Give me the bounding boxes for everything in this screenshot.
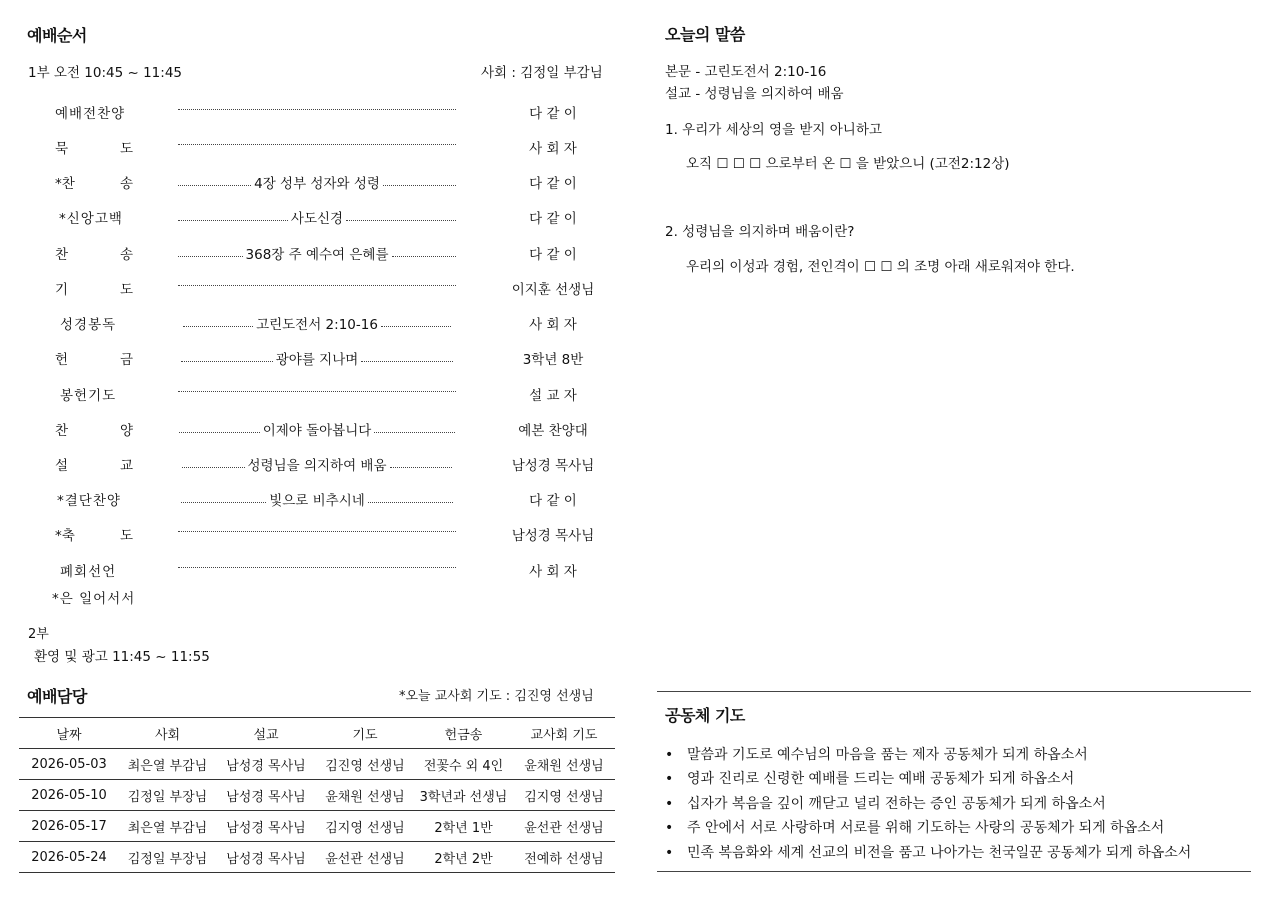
order-item bbox=[55, 384, 610, 404]
order-item-label: 찬 양 bbox=[55, 423, 133, 439]
order-item bbox=[55, 489, 610, 509]
table-row bbox=[19, 811, 615, 842]
question-1-detail: 오직 ☐ ☐ ☐ 으로부터 온 ☐ 을 받았으니 (고전2:12상) bbox=[686, 156, 1010, 172]
order-item-person: 다 같 이 bbox=[529, 247, 577, 263]
order-item bbox=[55, 419, 610, 439]
table-cell: 2026-05-17 bbox=[31, 818, 107, 834]
order-item-detail: 368장 주 예수여 은혜를 bbox=[245, 247, 389, 263]
list-item: • 말씀과 기도로 예수님의 마음을 품는 제자 공동체가 되게 하옵소서 bbox=[665, 747, 1088, 763]
table-row bbox=[19, 780, 615, 811]
order-item bbox=[55, 102, 610, 122]
question-1: 1. 우리가 세상의 영을 받지 아니하고 bbox=[665, 122, 882, 138]
order-item-detail: 고린도전서 2:10-16 bbox=[256, 317, 378, 333]
order-title: 예배순서 bbox=[27, 26, 87, 45]
order-item bbox=[55, 243, 610, 263]
order-item-label: 설 교 bbox=[55, 458, 133, 474]
table-cell: 남성경 목사님 bbox=[226, 820, 306, 836]
order-item-label: 기 도 bbox=[55, 282, 133, 298]
table-cell: 남성경 목사님 bbox=[226, 851, 306, 867]
order-item-person: 다 같 이 bbox=[529, 106, 577, 122]
table-cell: 최은열 부감님 bbox=[127, 820, 208, 836]
order-item-dots bbox=[178, 524, 456, 532]
table-row bbox=[19, 749, 615, 780]
list-item: • 민족 복음화와 세계 선교의 비전을 품고 나아가는 천국일꾼 공동체가 되게 하옵소서 bbox=[665, 844, 1192, 861]
order-item bbox=[55, 207, 610, 227]
column-header: 설교 bbox=[253, 727, 279, 743]
table-cell: 2026-05-10 bbox=[31, 787, 107, 803]
table-cell: 2학년 1반 bbox=[434, 820, 493, 836]
session1-time: 1부 오전 10:45 ~ 11:45 bbox=[28, 65, 182, 81]
word-text: 본문 - 고린도전서 2:10-16 bbox=[665, 64, 827, 80]
order-item bbox=[55, 137, 610, 157]
table-cell: 전예하 선생님 bbox=[524, 851, 604, 867]
order-item-person: 설 교 자 bbox=[529, 388, 577, 404]
divider-top bbox=[657, 691, 1251, 692]
table-cell: 김지영 선생님 bbox=[524, 789, 604, 805]
order-item-person: 남성경 목사님 bbox=[511, 458, 595, 474]
order-item-label: 찬 송 bbox=[55, 247, 133, 263]
order-item-label: 성경봉독 bbox=[60, 317, 117, 333]
column-header: 사회 bbox=[154, 727, 181, 743]
table-cell: 윤선관 선생님 bbox=[325, 851, 405, 867]
table-cell: 2026-05-24 bbox=[31, 849, 107, 865]
word-sermon: 설교 - 성령님을 의지하여 배움 bbox=[665, 86, 844, 102]
order-item bbox=[55, 313, 610, 333]
order-item-person: 예본 찬양대 bbox=[518, 423, 588, 439]
session2-label: 2부 bbox=[28, 627, 49, 642]
table-cell: 전꽃수 외 4인 bbox=[423, 758, 504, 774]
table-cell: 윤채원 선생님 bbox=[524, 758, 604, 774]
order-item bbox=[55, 278, 610, 298]
list-item: • 주 안에서 서로 사랑하며 서로를 위해 기도하는 사랑의 공동체가 되게 하옵소서 bbox=[665, 820, 1165, 837]
word-title: 오늘의 말씀 bbox=[665, 25, 745, 44]
order-item-dots bbox=[178, 102, 456, 110]
order-item-dots bbox=[178, 560, 456, 568]
order-item-person: 이지훈 선생님 bbox=[511, 282, 595, 298]
order-item-dots bbox=[178, 384, 456, 392]
column-header: 헌금송 bbox=[444, 727, 483, 743]
duty-title: 예배담당 bbox=[27, 687, 87, 706]
table-cell: 2학년 2반 bbox=[434, 851, 493, 867]
divider-bottom bbox=[657, 871, 1251, 872]
order-item-dots bbox=[178, 137, 456, 145]
order-item-label: 폐회선언 bbox=[60, 564, 117, 580]
community-prayer-list bbox=[665, 744, 1191, 866]
order-item-person: 다 같 이 bbox=[529, 493, 577, 509]
table-cell: 김지영 선생님 bbox=[325, 820, 405, 836]
order-item bbox=[55, 348, 610, 368]
question-2: 2. 성령님을 의지하며 배움이란? bbox=[665, 224, 855, 240]
order-item-person: 다 같 이 bbox=[529, 176, 577, 192]
community-title: 공동체 기도 bbox=[665, 706, 745, 725]
table-cell: 김진영 선생님 bbox=[325, 758, 405, 774]
table-cell: 남성경 목사님 bbox=[226, 789, 306, 805]
table-cell: 윤채원 선생님 bbox=[325, 789, 405, 805]
table-cell: 남성경 목사님 bbox=[226, 758, 306, 774]
order-item-detail: 광야를 지나며 bbox=[275, 352, 359, 368]
order-item-person: 다 같 이 bbox=[529, 211, 577, 227]
order-item-label: *축 도 bbox=[55, 528, 133, 544]
order-item-label: 묵 도 bbox=[55, 141, 133, 157]
order-item-person: 남성경 목사님 bbox=[511, 528, 595, 544]
list-item: • 십자가 복음을 깊이 깨닫고 널리 전하는 증인 공동체가 되게 하옵소서 bbox=[665, 795, 1106, 812]
today-prayer: *오늘 교사회 기도 : 김진영 선생님 bbox=[399, 689, 594, 704]
order-item-detail: 사도신경 bbox=[290, 211, 344, 227]
list-item: • 영과 진리로 신령한 예배를 드리는 예배 공동체가 되게 하옵소서 bbox=[665, 771, 1075, 788]
table-cell: 윤선관 선생님 bbox=[524, 820, 604, 836]
table-header-row bbox=[19, 718, 615, 749]
order-item-label: 봉헌기도 bbox=[60, 388, 117, 404]
order-item-detail: 이제야 돌아봅니다 bbox=[262, 423, 372, 439]
order-item bbox=[55, 560, 610, 580]
column-header: 교사회 기도 bbox=[530, 727, 598, 743]
order-item-label: *찬 송 bbox=[55, 176, 133, 192]
standing-note: *은 일어서서 bbox=[52, 591, 136, 607]
order-item-detail: 빛으로 비추시네 bbox=[269, 493, 365, 509]
order-item bbox=[55, 454, 610, 474]
order-item-detail: 성령님을 의지하여 배움 bbox=[247, 458, 387, 474]
order-item-label: *신앙고백 bbox=[59, 211, 123, 227]
table-cell: 3학년과 선생님 bbox=[419, 789, 508, 805]
order-item-label: 헌 금 bbox=[55, 352, 133, 368]
order-item-detail: 4장 성부 성자와 성령 bbox=[254, 176, 380, 192]
order-item-label: *결단찬양 bbox=[57, 493, 121, 509]
order-item-label: 예배전찬양 bbox=[55, 106, 126, 122]
order-item-dots bbox=[178, 278, 456, 286]
table-cell: 2026-05-03 bbox=[31, 756, 107, 772]
duty-table bbox=[19, 717, 615, 873]
table-cell: 김정일 부장님 bbox=[127, 789, 208, 805]
table-cell: 최은열 부감님 bbox=[127, 758, 208, 774]
host-label: 사회 : 김정일 부감님 bbox=[481, 65, 603, 81]
order-item-person: 사 회 자 bbox=[529, 317, 577, 333]
table-cell: 김정일 부장님 bbox=[127, 851, 208, 867]
question-2-detail: 우리의 이성과 경험, 전인격이 ☐ ☐ 의 조명 아래 새로워져야 한다. bbox=[686, 259, 1075, 275]
order-item bbox=[55, 172, 610, 192]
column-header: 날짜 bbox=[56, 727, 82, 743]
order-item-person: 사 회 자 bbox=[529, 564, 577, 580]
order-item bbox=[55, 524, 610, 544]
column-header: 기도 bbox=[352, 727, 378, 743]
session2-detail: 환영 및 광고 11:45 ~ 11:55 bbox=[34, 649, 210, 665]
table-row bbox=[19, 842, 615, 873]
order-item-person: 사 회 자 bbox=[529, 141, 577, 157]
order-item-person: 3학년 8반 bbox=[522, 352, 584, 368]
